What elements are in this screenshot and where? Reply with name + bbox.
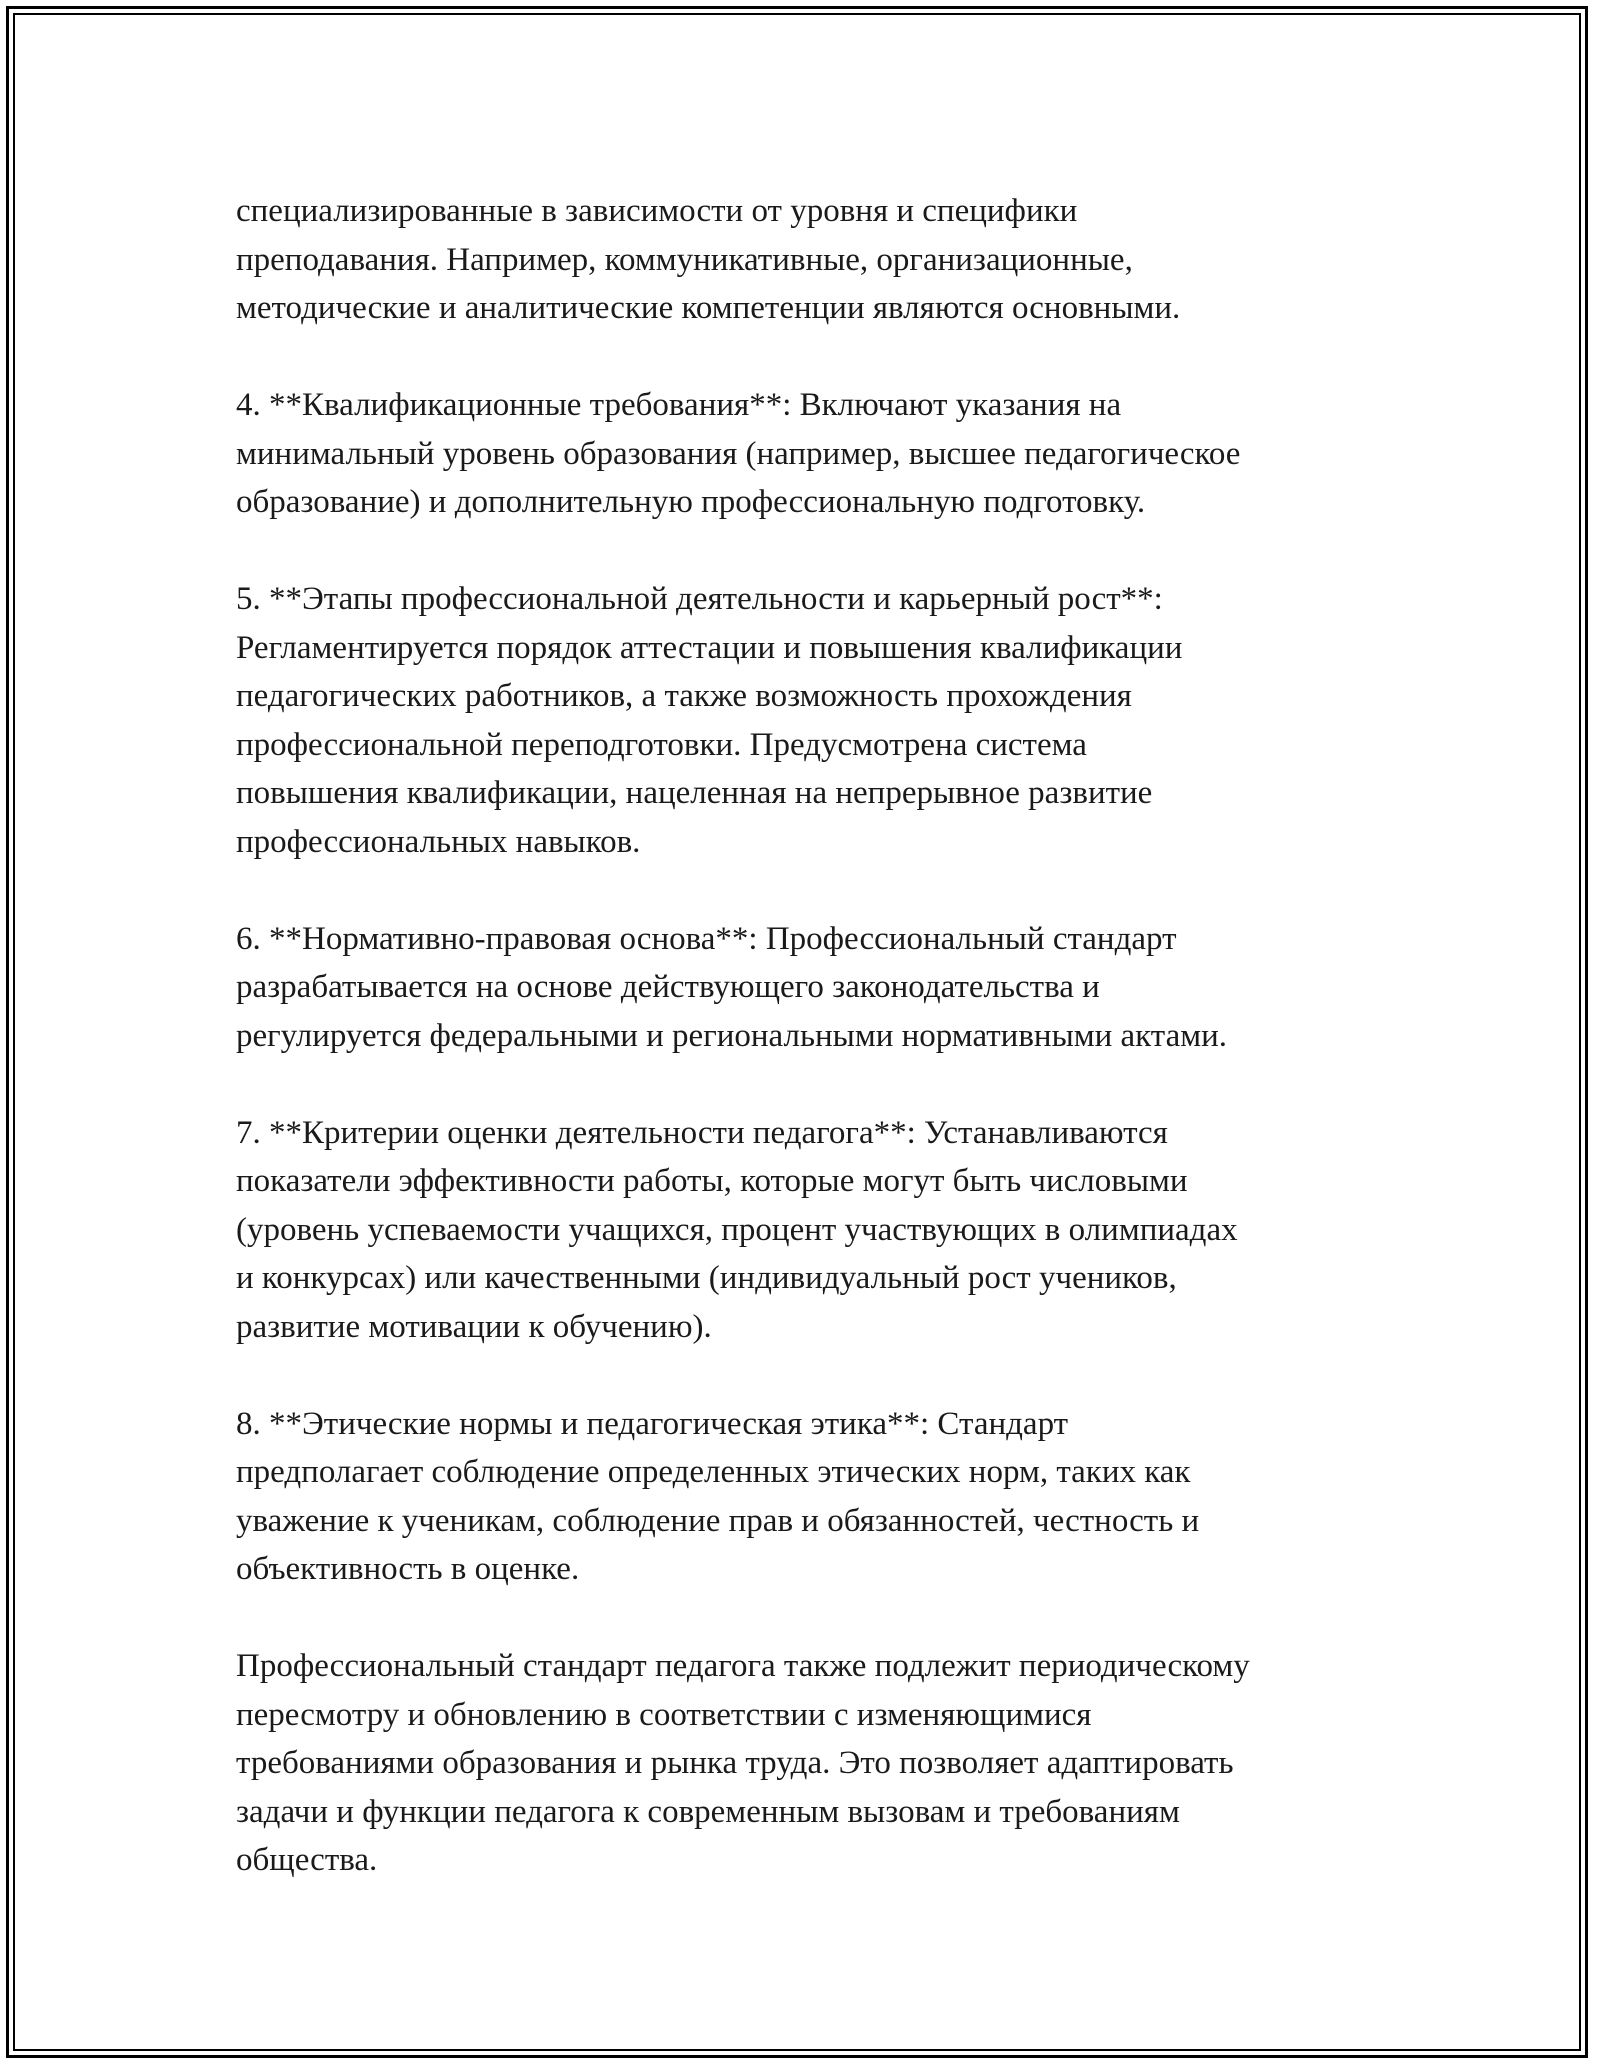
paragraph-competencies-continuation: специализированные в зависимости от уровня и специфики преподавания. Например, коммуникативные, организационные, методические и аналитические компетенции являются основными. (236, 193, 1181, 326)
paragraph-legal-basis: 6. **Нормативно-правовая основа**: Профессиональный стандарт разрабатывается на основе действующего законодательства и регулируется федеральными и региональными нормативными актами. (236, 920, 1228, 1054)
paragraph-ethical-norms: 8. **Этические нормы и педагогическая этика**: Стандарт предполагает соблюдение определенных этических норм, таких как уважение к ученикам, соблюдение прав и обязанностей, честность и объективность в оценке. (236, 1405, 1200, 1587)
paragraph-career-stages: 5. **Этапы профессиональной деятельности и карьерный рост**: Регламентируется порядок аттестации и повышения квалификации педагогических работников, а также возможность прохождения профессиональной переподготовки. Предусмотрена система повышения квалификации, нацеленная на непрерывное развитие профессиональных навыков. (236, 581, 1183, 860)
paragraph-evaluation-criteria: 7. **Критерии оценки деятельности педагога**: Устанавливаются показатели эффективности работы, которые могут быть числовыми (уровень успеваемости учащихся, процент участвующих в олимпиадах и конкурсах) или качественными (индивидуальный рост учеников, развитие мотивации к обучению). (236, 1114, 1238, 1345)
document-body (236, 187, 1396, 1885)
paragraph-qualification-requirements: 4. **Квалификационные требования**: Включают указания на минимальный уровень образования (например, высшее педагогическое образование) и дополнительную профессиональную подготовку. (236, 387, 1241, 520)
paragraph-conclusion: Профессиональный стандарт педагога также подлежит периодическому пересмотру и обновлению в соответствии с изменяющимися требованиями образования и рынка труда. Это позволяет адаптировать задачи и функции педагога к современным вызовам и требованиям общества. (236, 1648, 1250, 1878)
